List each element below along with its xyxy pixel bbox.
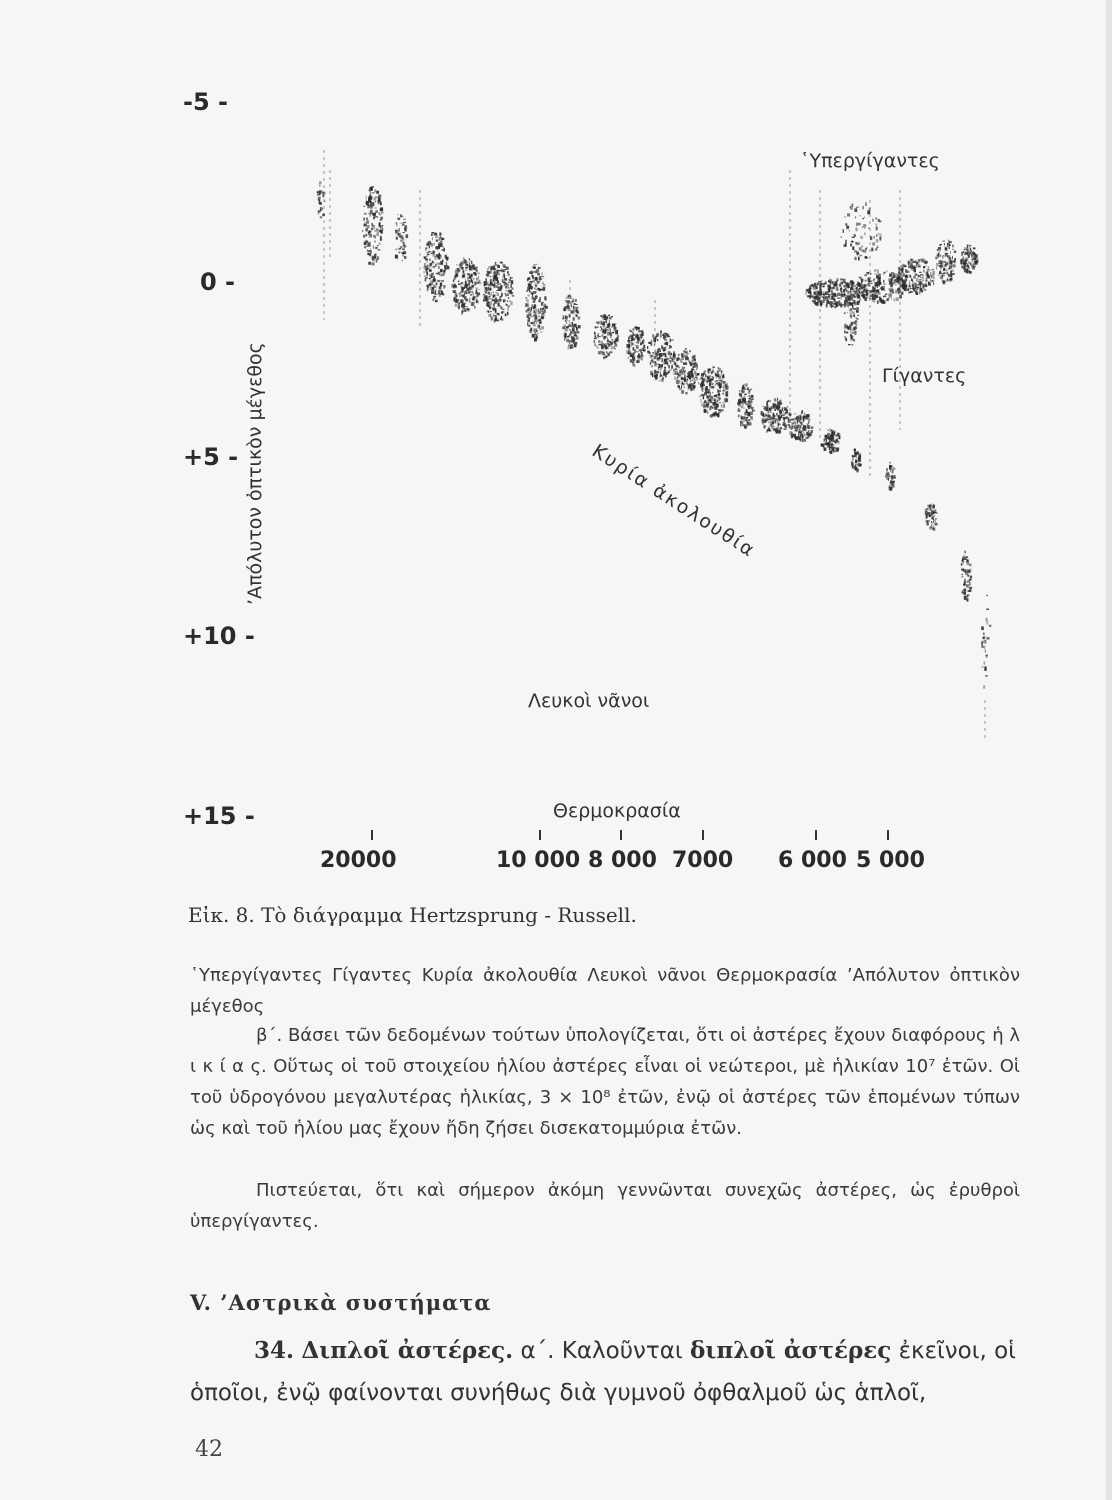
x-tickmark-7000 [702,830,704,840]
x-tickmark-6000 [815,830,817,840]
paragraph-ages: β΄. Βάσει τῶν δεδομένων τούτων ὑπολογίζεται, ὅτι οἱ ἀστέρες ἔχουν διαφόρους ἡ λ ι κ ί α ς. Οὕτως οἱ τοῦ στοιχείου ἡλίου ἀστέρες εἶναι οἱ νεώτεροι, μὲ ἡλικίαν 10⁷ ἐτῶν. Οἱ τοῦ ὑδρογόνου μεγαλυτέρας ἡλικίας, 3 × 10⁸ ἐτῶν, ἐνῷ οἱ ἀστέρες τῶν ἑπομένων τύπων ὡς καὶ τοῦ ἡλίου μας ἔχουν ἤδη ζήσει δισεκατομμύρια ἐτῶν. [190,1025,1020,1139]
y-tick-plus5: +5 - [183,443,239,471]
label-giants: Γίγαντες [882,365,967,387]
y-axis-label: ’Απόλυτον ὀπτικὸν μέγεθος [244,342,266,605]
label-main-sequence: Κυρία ἀκολουθία [588,440,760,563]
main-sequence-cluster-1 [395,214,408,261]
paragraph-number: 34. [254,1337,295,1364]
main-sequence-cluster-13 [761,398,792,434]
paragraph-double-stars [190,1330,1030,1414]
label-supergiants: ῾Υπεργίγαντες [800,150,940,172]
text-rest: ἐκεῖνοι, οἱ ὁποῖοι, ἐνῷ φαίνονται συνήθως διὰ γυμνοῦ ὀφθαλμοῦ ὡς ἁπλοῖ, [190,1338,1016,1406]
giant-branch-cluster-4 [960,245,978,274]
giant-branch-cluster-0 [805,278,866,308]
legend-line: ῾Υπεργίγαντες Γίγαντες Κυρία ἀκολουθία Λευκοὶ νᾶνοι Θερμοκρασία ’Απόλυτον ὀπτικὸν μέγεθος [190,965,1020,1017]
main-sequence-cluster-8 [626,326,645,367]
main-sequence-cluster-7 [594,314,620,359]
x-tick-20000: 20000 [320,848,397,873]
main-sequence-cluster-6 [562,295,580,350]
main-sequence-cluster-2 [423,232,449,302]
y-tick-minus5: -5 - [183,88,228,116]
scattered-dots-right [981,595,991,689]
term-double-stars: Διπλοῖ ἀστέρες. [301,1337,514,1364]
main-sequence-cluster-10 [673,348,699,394]
x-tick-8000: 8 000 [588,848,657,873]
main-sequence-cluster-12 [737,383,755,429]
main-sequence-cluster-5 [525,264,548,342]
main-sequence-cluster-17 [885,462,896,491]
giant-branch-cluster-3 [936,240,957,285]
x-tick-6000: 6 000 [778,848,847,873]
paragraph-birth: Πιστεύεται, ὅτι καὶ σήμερον ἀκόμη γεννῶνται συνεχῶς ἀστέρες, ὡς ἐρυθροὶ ὑπεργίγαντες. [190,1180,1020,1232]
giant-branch-cluster-1 [856,269,907,304]
main-sequence-cluster-0 [362,186,384,266]
text-called: Καλοῦνται [561,1338,683,1364]
x-tickmark-8000 [620,830,622,840]
x-tickmark-10000 [539,830,541,840]
x-tick-5000: 5 000 [856,848,925,873]
x-axis-label: Θερμοκρασία [553,800,681,822]
section-title: V. ’Αστρικὰ συστήματα [190,1290,492,1315]
y-tick-plus15: +15 - [183,802,255,830]
x-tick-10000: 10 000 [496,848,581,873]
page-number: 42 [195,1437,223,1462]
main-sequence-cluster-15 [821,428,841,454]
main-sequence-cluster-19 [961,551,972,602]
main-sequence-cluster-18 [925,504,938,531]
main-sequence-cluster-16 [851,449,862,473]
giant-branch-cluster-6 [841,202,882,260]
label-white-dwarfs: Λευκοὶ νᾶνοι [528,690,650,712]
y-tick-0: 0 - [200,268,236,296]
main-sequence-cluster-3 [451,257,481,315]
x-tickmark-5000 [887,830,889,840]
sub-label-a: α΄. [520,1338,555,1364]
term-double-stars-2: διπλοῖ ἀστέρες [689,1337,892,1364]
y-tick-plus10: +10 - [183,622,255,650]
main-sequence-cluster-14 [788,410,813,442]
main-sequence-cluster-11 [698,367,729,418]
x-tickmark-20000 [371,830,373,840]
main-sequence-cluster-4 [483,261,514,322]
main-sequence-cluster-9 [647,330,676,382]
x-tick-7000: 7000 [672,848,734,873]
figure-caption: Εἰκ. 8. Τὸ διάγραμμα Hertzsprung - Russell. [188,903,637,927]
